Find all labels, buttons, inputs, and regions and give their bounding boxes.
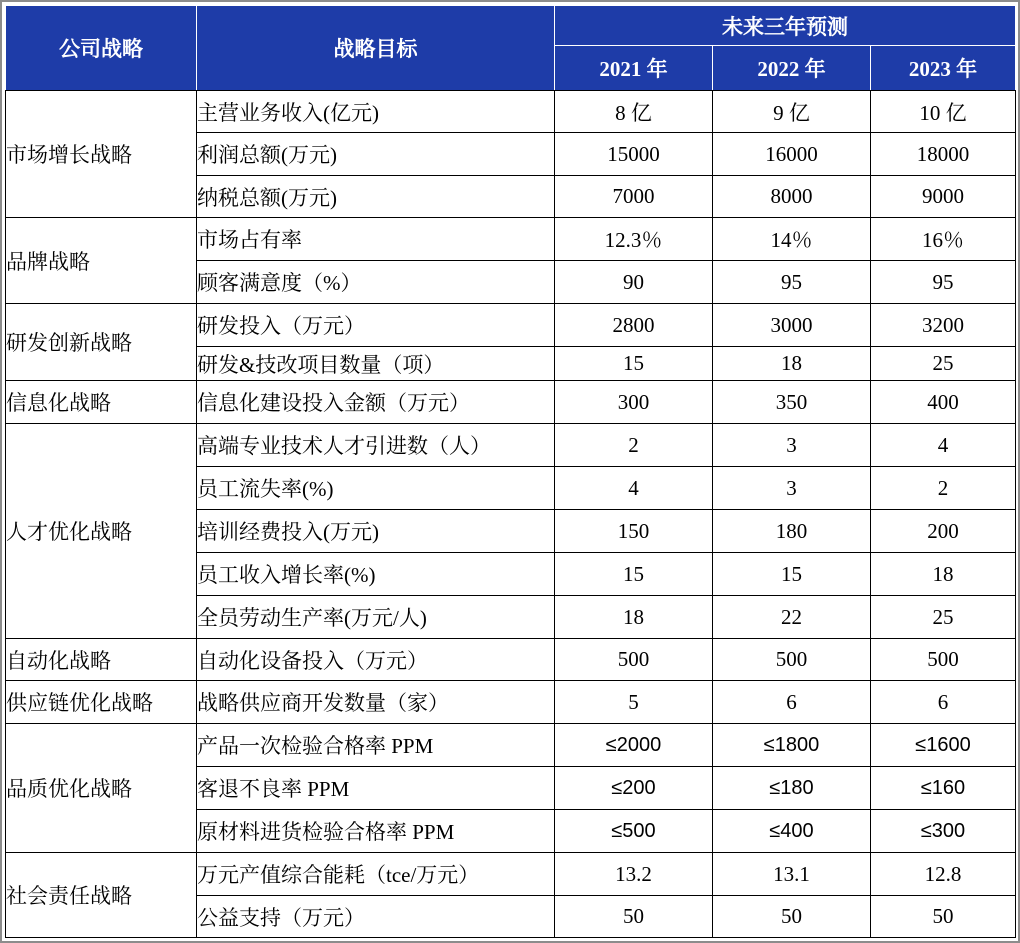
table-row	[6, 639, 1016, 681]
value-cell-year-2: 6	[713, 681, 871, 724]
strategy-cell: 信息化战略	[6, 381, 197, 424]
value-cell-year-1: 500	[555, 639, 713, 681]
value-cell-year-2: 22	[713, 596, 871, 639]
goal-cell: 高端专业技术人才引进数（人）	[197, 424, 555, 467]
value-cell-year-2: 180	[713, 510, 871, 553]
value-cell-year-1: 2	[555, 424, 713, 467]
value-cell-year-2: ≤1800	[713, 724, 871, 767]
value-cell-year-3: 25	[871, 347, 1016, 381]
value-cell-year-2: 3000	[713, 304, 871, 347]
header-forecast-group: 未来三年预测	[555, 6, 1016, 46]
value-cell-year-3: 2	[871, 467, 1016, 510]
value-cell-year-3: 16％	[871, 218, 1016, 261]
goal-cell: 员工收入增长率(%)	[197, 553, 555, 596]
table-row	[6, 724, 1016, 767]
value-cell-year-2: 15	[713, 553, 871, 596]
table-row	[6, 424, 1016, 467]
goal-cell: 培训经费投入(万元)	[197, 510, 555, 553]
value-cell-year-3: 12.8	[871, 853, 1016, 896]
goal-cell: 研发&技改项目数量（项）	[197, 347, 555, 381]
value-cell-year-3: 200	[871, 510, 1016, 553]
value-cell-year-1: ≤500	[555, 810, 713, 853]
goal-cell: 客退不良率 PPM	[197, 767, 555, 810]
value-cell-year-1: 18	[555, 596, 713, 639]
goal-cell: 市场占有率	[197, 218, 555, 261]
value-cell-year-1: 90	[555, 261, 713, 304]
value-cell-year-3: 9000	[871, 176, 1016, 218]
value-cell-year-2: 8000	[713, 176, 871, 218]
table-row	[6, 853, 1016, 896]
value-cell-year-2: 18	[713, 347, 871, 381]
value-cell-year-1: 15000	[555, 133, 713, 176]
value-cell-year-1: 15	[555, 347, 713, 381]
goal-cell: 万元产值综合能耗（tce/万元）	[197, 853, 555, 896]
goal-cell: 公益支持（万元）	[197, 896, 555, 938]
value-cell-year-1: ≤200	[555, 767, 713, 810]
value-cell-year-3: 6	[871, 681, 1016, 724]
strategy-forecast-table	[5, 5, 1016, 938]
value-cell-year-2: ≤400	[713, 810, 871, 853]
value-cell-year-3: 500	[871, 639, 1016, 681]
table-row	[6, 91, 1016, 133]
table-body	[6, 91, 1016, 938]
goal-cell: 纳税总额(万元)	[197, 176, 555, 218]
header-row-1	[6, 6, 1016, 46]
value-cell-year-3: 4	[871, 424, 1016, 467]
value-cell-year-2: 95	[713, 261, 871, 304]
value-cell-year-2: 9 亿	[713, 91, 871, 133]
strategy-cell: 人才优化战略	[6, 424, 197, 639]
value-cell-year-2: 350	[713, 381, 871, 424]
value-cell-year-1: 150	[555, 510, 713, 553]
value-cell-year-3: 95	[871, 261, 1016, 304]
value-cell-year-3: ≤1600	[871, 724, 1016, 767]
value-cell-year-3: 18000	[871, 133, 1016, 176]
value-cell-year-2: 16000	[713, 133, 871, 176]
value-cell-year-1: 5	[555, 681, 713, 724]
goal-cell: 信息化建设投入金额（万元）	[197, 381, 555, 424]
goal-cell: 员工流失率(%)	[197, 467, 555, 510]
table-header	[6, 6, 1016, 91]
table-row	[6, 381, 1016, 424]
strategy-cell: 品质优化战略	[6, 724, 197, 853]
goal-cell: 原材料进货检验合格率 PPM	[197, 810, 555, 853]
goal-cell: 利润总额(万元)	[197, 133, 555, 176]
value-cell-year-1: ≤2000	[555, 724, 713, 767]
value-cell-year-2: 14％	[713, 218, 871, 261]
value-cell-year-3: ≤300	[871, 810, 1016, 853]
header-company-strategy: 公司战略	[6, 6, 197, 91]
value-cell-year-2: 3	[713, 424, 871, 467]
goal-cell: 产品一次检验合格率 PPM	[197, 724, 555, 767]
value-cell-year-3: 10 亿	[871, 91, 1016, 133]
value-cell-year-2: 3	[713, 467, 871, 510]
value-cell-year-1: 300	[555, 381, 713, 424]
value-cell-year-1: 2800	[555, 304, 713, 347]
header-year-3: 2023 年	[871, 46, 1016, 91]
value-cell-year-1: 50	[555, 896, 713, 938]
strategy-cell: 研发创新战略	[6, 304, 197, 381]
value-cell-year-2: 500	[713, 639, 871, 681]
value-cell-year-1: 7000	[555, 176, 713, 218]
value-cell-year-2: ≤180	[713, 767, 871, 810]
strategy-cell: 社会责任战略	[6, 853, 197, 938]
strategy-cell: 供应链优化战略	[6, 681, 197, 724]
value-cell-year-1: 15	[555, 553, 713, 596]
value-cell-year-1: 4	[555, 467, 713, 510]
value-cell-year-3: ≤160	[871, 767, 1016, 810]
goal-cell: 全员劳动生产率(万元/人)	[197, 596, 555, 639]
value-cell-year-3: 25	[871, 596, 1016, 639]
value-cell-year-2: 13.1	[713, 853, 871, 896]
value-cell-year-3: 18	[871, 553, 1016, 596]
header-strategic-goal: 战略目标	[197, 6, 555, 91]
goal-cell: 顾客满意度（%）	[197, 261, 555, 304]
table-row	[6, 681, 1016, 724]
value-cell-year-3: 3200	[871, 304, 1016, 347]
goal-cell: 主营业务收入(亿元)	[197, 91, 555, 133]
goal-cell: 战略供应商开发数量（家）	[197, 681, 555, 724]
value-cell-year-3: 400	[871, 381, 1016, 424]
value-cell-year-3: 50	[871, 896, 1016, 938]
value-cell-year-2: 50	[713, 896, 871, 938]
goal-cell: 研发投入（万元）	[197, 304, 555, 347]
header-year-2: 2022 年	[713, 46, 871, 91]
value-cell-year-1: 8 亿	[555, 91, 713, 133]
strategy-cell: 品牌战略	[6, 218, 197, 304]
value-cell-year-1: 12.3％	[555, 218, 713, 261]
strategy-cell: 自动化战略	[6, 639, 197, 681]
strategy-cell: 市场增长战略	[6, 91, 197, 218]
header-year-1: 2021 年	[555, 46, 713, 91]
value-cell-year-1: 13.2	[555, 853, 713, 896]
goal-cell: 自动化设备投入（万元）	[197, 639, 555, 681]
table-row	[6, 218, 1016, 261]
table-row	[6, 304, 1016, 347]
